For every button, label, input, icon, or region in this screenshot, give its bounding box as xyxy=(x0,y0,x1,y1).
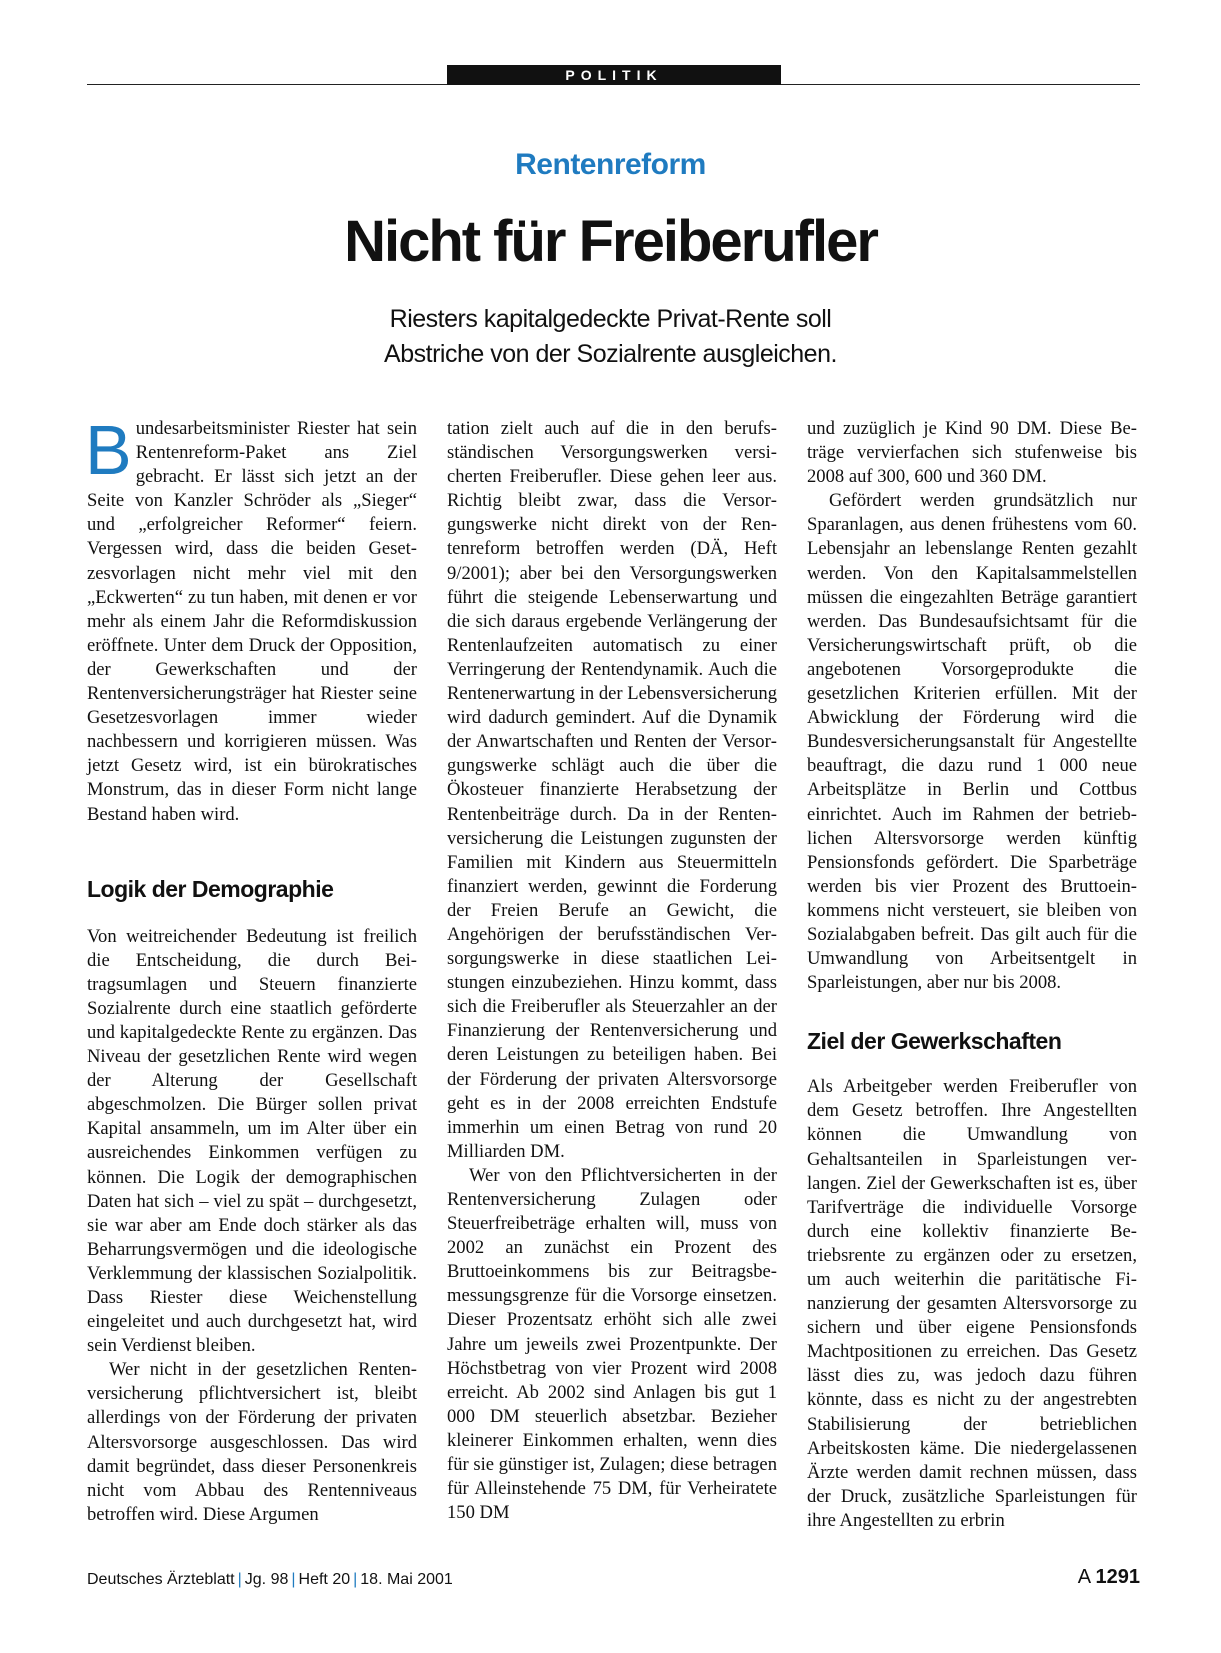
paragraph: Gefördert werden grundsätzlich nur Sparanlagen, aus denen frühestens vom 60. Lebensjahr an lebenslange Renten gezahlt werden. Von den Kapitalsammelstellen müssen die eingezahlten Beträge garantiert werden. Das Bundesaufsichtsamt für die Versicherungswirtschaft prüft, ob die angebotenen Vorsorgeprodukte die gesetzlichen Kriterien erfüllen. Mit der Abwicklung der Förderung wird die Bundesversicherungsanstalt für Angestellte beauftragt, die dazu rund 1 000 neue Arbeitsplätze in Berlin und Cottbus einrichtet. Auch im Rahmen der betrieblichen Altersvorsorge werden künftig Pensionsfonds gefördert. Die Sparbeträge werden bis vier Prozent des Bruttoeinkommens nicht versteuert, sie bleiben von Sozialabgaben befreit. Das gilt auch für die Umwandlung von Arbeitsentgelt in Sparleistungen, aber nur bis 2008. xyxy=(807,490,1137,994)
intro-paragraph xyxy=(85,411,417,827)
footer-separator: | xyxy=(291,1571,296,1588)
paragraph: Von weitreichender Bedeutung ist freilich die Entscheidung, die durch Beitragsumlagen und Steuern finanzierte Sozialrente durch eine staatlich geförderte und kapitalgedeckte Rente zu ergänzen. Das Niveau der gesetzlichen Rente wird wegen der Alterung der Gesellschaft abgeschmolzen. Die Bürger sollen privat Kapital ansammeln, um im Alter über ein ausreichendes Einkommen verfügen zu können. Die Logik der demographischen Daten hat sich – viel zu spät – durchgesetzt, sie war aber am Ende doch stärker als das Beharrungsvermögen und die ideologische Verklemmung der klassischen Sozialpolitik. Dass Riester diese Weichenstellung eingeleitet und auch durchgesetzt hat, wird sein Verdienst bleiben. xyxy=(87,925,417,1357)
issue-date: 18. Mai 2001 xyxy=(360,1571,453,1588)
subheading-demographie: Logik der Demographie xyxy=(87,875,334,902)
page-number xyxy=(1078,1566,1140,1589)
journal-volume: Jg. 98 xyxy=(244,1571,289,1588)
paragraph: Wer nicht in der gesetzlichen Rentenversicherung pflichtversichert ist, bleibt allerdings von der Förderung der privaten Altersvorsorge ausgeschlossen. Das wird damit begründet, dass dieser Personenkreis nicht vom Abbau des Rentenniveaus betroffen wird. Diese Argumen xyxy=(87,1359,417,1525)
column-2 xyxy=(447,417,777,1525)
article-subtitle xyxy=(0,302,1221,372)
column-3 xyxy=(807,417,1137,1533)
paragraph: Als Arbeitgeber werden Freiberufler von dem Gesetz betroffen. Ihre Angestellten können die Umwandlung von Gehaltsanteilen in Sparleistungen verlangen. Ziel der Gewerkschaften ist es, über Tarifverträge die individuelle Vorsorge durch eine kollektiv finanzierte Betriebsrente zu ergänzen oder zu ersetzen, um auch weiterhin die paritätische Finanzierung der gesamten Altersvorsorge zu sichern und über eigene Pensionsfonds Machtpositionen zu erreichen. Das Gesetz lässt dies zu, was jedoch dazu führen könnte, dass es nicht zu der angestrebten Stabilisierung der betrieblichen Arbeitskosten käme. Die niedergelassenen Ärzte werden damit rechnen müssen, dass der Druck, zusätzliche Sparleistungen für ihre Angestellten zu erbrin xyxy=(807,1076,1137,1531)
footer-separator: | xyxy=(353,1571,358,1588)
journal-name: Deutsches Ärzteblatt xyxy=(87,1571,235,1588)
column-1 xyxy=(85,411,417,1527)
subtitle-line-1: Riesters kapitalgedeckte Privat-Rente soll xyxy=(389,305,832,333)
drop-cap: B xyxy=(85,411,132,489)
paragraph: und zuzüglich je Kind 90 DM. Diese Beträge vervierfachen sich stufenweise bis 2008 auf 300, 600 und 360 DM. xyxy=(807,418,1137,488)
subheading-gewerkschaften: Ziel der Gewerkschaften xyxy=(807,1028,1062,1055)
article-kicker: Rentenreform xyxy=(515,148,706,181)
page-number-value: 1291 xyxy=(1095,1566,1140,1588)
subtitle-line-2: Abstriche von der Sozialrente ausgleichen. xyxy=(384,340,837,368)
page-footer xyxy=(87,1571,453,1589)
section-label: POLITIK xyxy=(447,65,781,85)
paragraph: Wer von den Pflichtversicherten in der Rentenversicherung Zulagen oder Steuerfreibeträge erhalten will, muss von 2002 an zunächst ein Prozent des Bruttoeinkommens bis zur Beitragsbemessungsgrenze für die Vorsorge einsetzen. Dieser Prozentsatz erhöht sich alle zwei Jahre um jeweils zwei Prozentpunkte. Der Höchstbetrag von vier Prozent wird 2008 erreicht. Ab 2002 sind Anlagen bis gut 1 000 DM steuerlich absetzbar. Bezieher kleinerer Einkommen erhalten, wenn dies für sie günstiger ist, Zulagen; diese betragen für Alleinstehende 75 DM, für Verheiratete 150 DM xyxy=(447,1164,777,1524)
footer-separator: | xyxy=(237,1571,242,1588)
page-prefix: A xyxy=(1077,1566,1090,1588)
paragraph-text: undesarbeitsminister Riester hat sein Rentenreform-Paket ans Ziel gebracht. Er lässt sich jetzt an der Seite von Kanzler Schröder als „Sieger“ und „erfolgreicher Reformer“ feiern. Vergessen wird, dass die beiden Gesetzesvorlagen nicht mehr viel mit den „Eckwerten“ zu tun haben, mit denen er vor mehr als einem Jahr die Reformdiskussion eröffnete. Unter dem Druck der Opposition, der Gewerkschaften und der Rentenversicherungsträger hat Riester seine Gesetzesvorlagen immer wieder nachbessern und korrigieren müssen. Was jetzt Gesetz wird, ist ein bürokratisches Monstrum, das in dieser Form nicht lange Bestand haben wird. xyxy=(87,418,417,825)
paragraph: tation zielt auch auf die in den berufsständischen Versorgungswerken versicherten Freiberufler. Diese gehen leer aus. Richtig bleibt zwar, dass die Versorgungswerke nicht direkt von der Rentenreform betroffen werden (DÄ, Heft 9/2001); aber bei den Versorgungswerken führt die steigende Lebenserwartung und die sich daraus ergebende Verlängerung der Rentenlaufzeiten automatisch zu einer Verringerung der Rentendynamik. Auch die Rentenerwartung in der Lebensversicherung wird dadurch gemindert. Auf die Dynamik der Anwartschaften und Renten der Versorgungswerke schlägt auch die über die Ökosteuer finanzierte Herabsetzung der Rentenbeiträge durch. Da in der Rentenversicherung die Leistungen zugunsten der Familien mit Kindern aus Steuermitteln finanziert werden, gewinnt die Forderung der Freien Berufe an Gewicht, die Angehörigen der berufsständischen Versorgungswerke in diese staatlichen Leistungen einzubeziehen. Hinzu kommt, dass sich die Freiberufler als Steuerzahler an der Finanzierung der Rentenversicherung und deren Leistungen zu beteiligen haben. Bei der Förderung der privaten Altersvorsorge geht es in der 2008 erreichten Endstufe immerhin um einen Betrag von rund 20 Milliarden DM. xyxy=(447,418,777,1162)
journal-issue: Heft 20 xyxy=(298,1571,351,1588)
article-title: Nicht für Freiberufler xyxy=(344,209,877,274)
